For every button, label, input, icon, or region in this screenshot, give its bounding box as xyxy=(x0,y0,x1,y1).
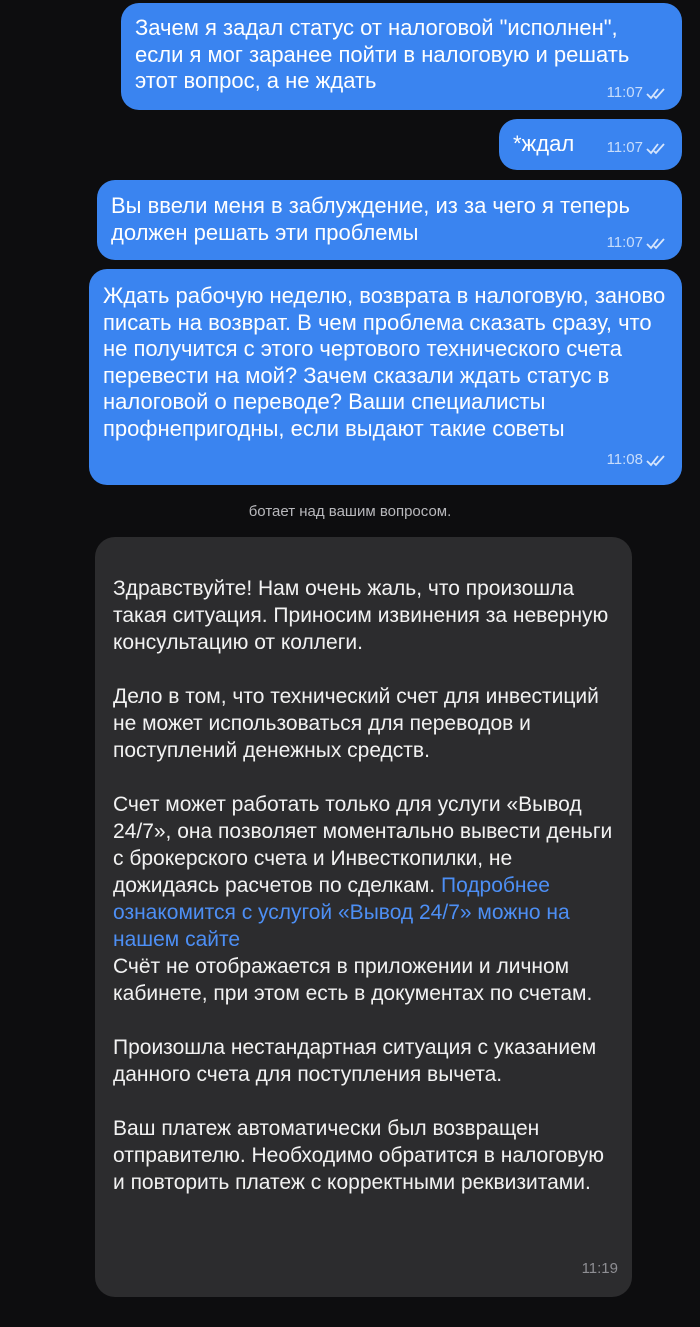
system-note xyxy=(0,503,700,520)
double-check-icon xyxy=(646,453,668,467)
reply-paragraph: Дело в том, что технический счет для инвестиций не может использоваться для переводов и поступлений денежных средств. xyxy=(113,685,599,762)
message-meta xyxy=(607,234,668,252)
message-outgoing[interactable] xyxy=(499,119,682,170)
message-time: 11:19 xyxy=(581,1260,618,1277)
reply-paragraph: Здравствуйте! Нам очень жаль, что произошла такая ситуация. Приносим извинения за неверную консультацию от коллеги. xyxy=(113,577,609,654)
reply-paragraph-with-link xyxy=(113,791,614,1007)
message-text: *ждал xyxy=(513,131,575,156)
message-outgoing[interactable] xyxy=(89,269,682,485)
reply-text: Счёт не отображается в приложении и личном кабинете, при этом есть в документах по счетам. xyxy=(113,955,593,1005)
message-meta xyxy=(607,84,668,102)
reply-text: Счет может работать только для услуги «Вывод 24/7», она позволяет моментально вывести деньги с брокерского счета и Инвесткопилки, не дожидаясь расчетов по сделкам. xyxy=(113,793,613,897)
double-check-icon xyxy=(646,86,668,100)
message-text: Вы ввели меня в заблуждение, из за чего я теперь должен решать эти проблемы xyxy=(111,193,630,245)
message-time: 11:07 xyxy=(606,139,643,156)
message-time: 11:07 xyxy=(606,234,643,251)
message-outgoing[interactable] xyxy=(121,3,682,110)
message-meta xyxy=(607,139,668,157)
message-outgoing[interactable] xyxy=(97,180,682,260)
system-note-text: ботает над вашим вопросом. xyxy=(248,503,452,520)
message-time: 11:08 xyxy=(606,451,643,468)
service-info-link[interactable]: Подробнее ознакомится с услугой «Вывод 24/7» можно на нашем сайте xyxy=(113,874,570,951)
double-check-icon xyxy=(646,141,668,155)
reply-paragraph: Произошла нестандартная ситуация с указанием данного счета для поступления вычета. xyxy=(113,1036,597,1086)
double-check-icon xyxy=(646,236,668,250)
message-incoming[interactable] xyxy=(95,537,632,1297)
message-meta xyxy=(607,451,668,469)
reply-paragraph: Ваш платеж автоматически был возвращен отправителю. Необходимо обратится в налоговую и повторить платеж с корректными реквизитами. xyxy=(113,1117,605,1194)
message-text: Ждать рабочую неделю, возврата в налоговую, заново писать на возврат. В чем проблема сказать сразу, что не получится с этого чертового технического счета перевести на мой? Зачем сказали ждать статус в налоговой о переводе? Ваши специалисты профнепригодны, если выдают такие советы xyxy=(103,283,666,441)
message-time: 11:07 xyxy=(606,84,643,101)
message-text: Зачем я задал статус от налоговой "исполнен", если я мог заранее пойти в налоговую и решать этот вопрос, а не ждать xyxy=(135,15,630,93)
